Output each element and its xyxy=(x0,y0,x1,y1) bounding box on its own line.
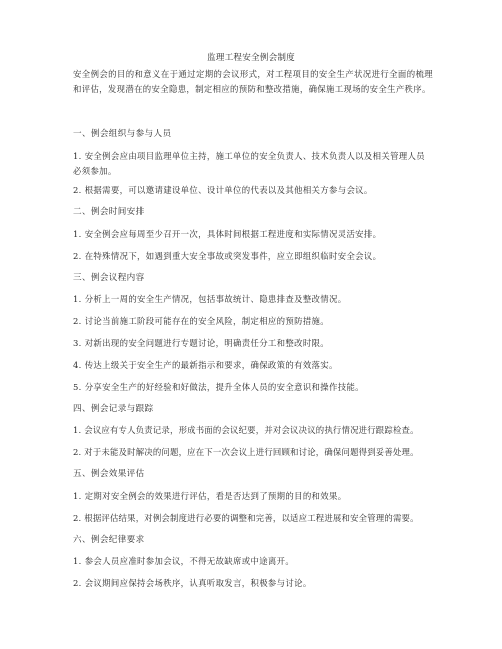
paragraph-records-1: 1. 会议应有专人负责记录，形成书面的会议纪要，并对会议决议的执行情况进行跟踪检查。 xyxy=(73,425,419,435)
paragraph-agenda-5: 5. 分享安全生产的好经验和好做法，提升全体人员的安全意识和操作技能。 xyxy=(73,382,364,392)
paragraph-schedule-1: 1. 安全例会应每周至少召开一次，具体时间根据工程进度和实际情况灵活安排。 xyxy=(73,229,382,239)
paragraph-organization-1: 1. 安全例会应由项目监理单位主持，施工单位的安全负责人、技术负责人以及相关管理人员必须参加。 xyxy=(73,151,425,176)
paragraph-agenda-1: 1. 分析上一周的安全生产情况，包括事故统计、隐患排查及整改情况。 xyxy=(73,294,347,304)
section-heading-organization: 一、例会组织与参与人员 xyxy=(73,129,172,139)
paragraph-evaluation-2: 2. 根据评估结果，对例会制度进行必要的调整和完善，以适应工程进展和安全管理的需要。 xyxy=(73,513,419,523)
paragraph-records-2: 2. 对于未能及时解决的问题，应在下一次会议上进行回顾和讨论，确保问题得到妥善处理。 xyxy=(73,447,419,457)
paragraph-agenda-2: 2. 讨论当前施工阶段可能存在的安全风险，制定相应的预防措施。 xyxy=(73,316,330,326)
intro-paragraph: 安全例会的目的和意义在于通过定期的会议形式，对工程项目的安全生产状况进行全面的梳理和评估，发现潜在的安全隐患，制定相应的预防和整改措施，确保施工现场的安全生产秩序。 xyxy=(73,69,433,94)
section-heading-discipline: 六、例会纪律要求 xyxy=(73,535,145,545)
paragraph-schedule-2: 2. 在特殊情况下，如遇到重大安全事故或突发事件，应立即组织临时安全会议。 xyxy=(73,251,382,261)
paragraph-agenda-4: 4. 传达上级关于安全生产的最新指示和要求，确保政策的有效落实。 xyxy=(73,360,338,370)
paragraph-organization-2: 2. 根据需要，可以邀请建设单位、设计单位的代表以及其他相关方参与会议。 xyxy=(73,185,373,195)
paragraph-agenda-3: 3. 对新出现的安全问题进行专题讨论，明确责任分工和整改时限。 xyxy=(73,338,330,348)
section-heading-schedule: 二、例会时间安排 xyxy=(73,207,145,217)
section-heading-agenda: 三、例会议程内容 xyxy=(73,273,145,283)
paragraph-discipline-2: 2. 会议期间应保持会场秩序，认真听取发言，积极参与讨论。 xyxy=(73,578,312,588)
section-heading-records: 四、例会记录与跟踪 xyxy=(73,404,154,414)
paragraph-discipline-1: 1. 参会人员应准时参加会议，不得无故缺席或中途离开。 xyxy=(73,556,295,566)
document-title: 监理工程安全例会制度 xyxy=(207,53,295,63)
paragraph-evaluation-1: 1. 定期对安全例会的效果进行评估，看是否达到了预期的目的和效果。 xyxy=(73,491,347,501)
section-heading-evaluation: 五、例会效果评估 xyxy=(73,469,145,479)
